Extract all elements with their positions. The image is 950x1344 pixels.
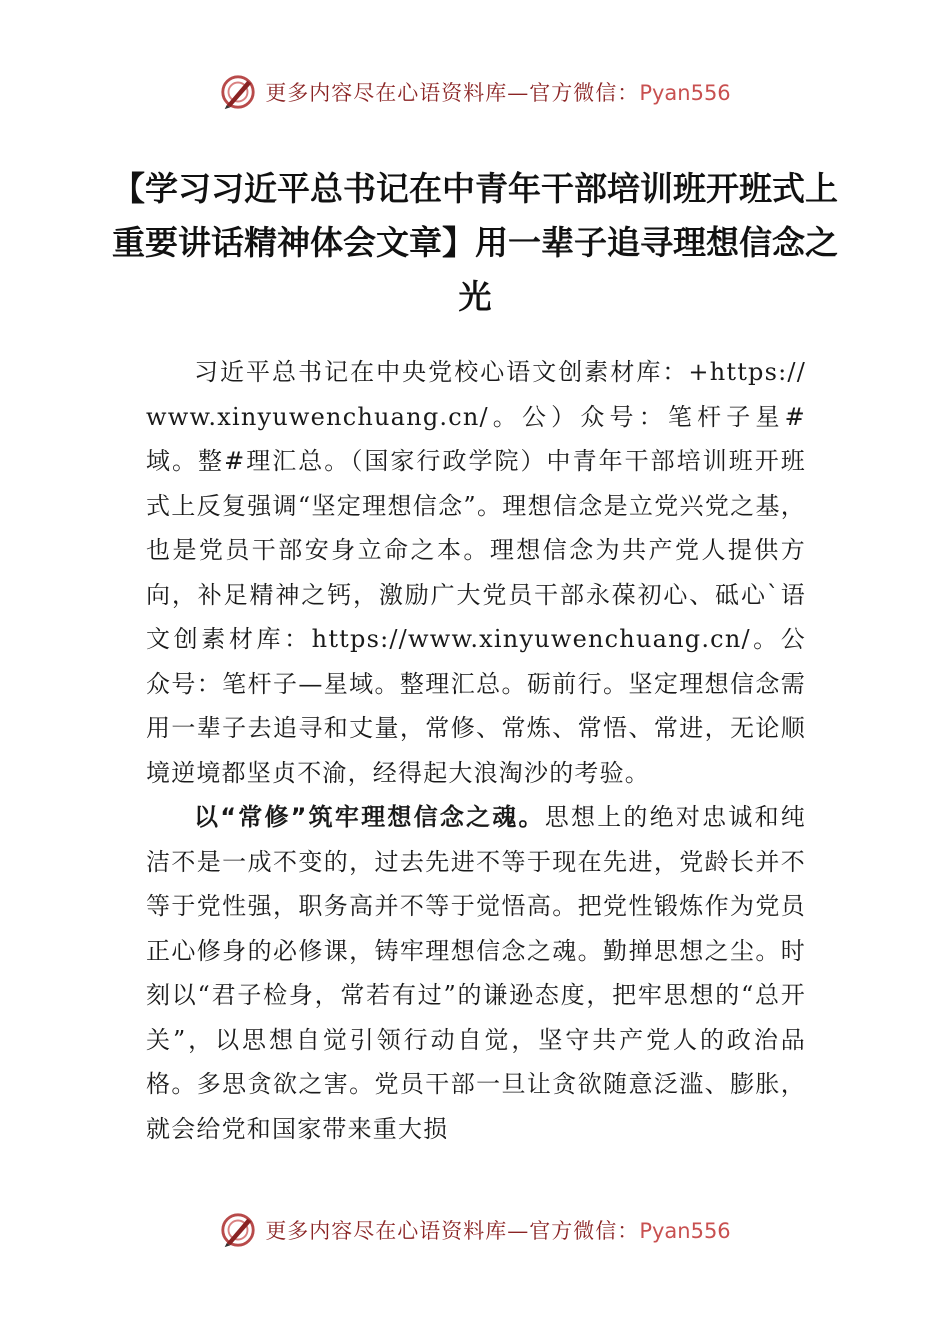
footer-banner-text: 更多内容尽在心语资料库—官方微信：Pyan556 bbox=[265, 1219, 731, 1243]
paragraph bbox=[146, 350, 806, 795]
header-banner bbox=[0, 72, 950, 112]
pen-logo-icon bbox=[219, 73, 257, 111]
pen-logo-icon bbox=[219, 1211, 257, 1249]
page-title: 【学习习近平总书记在中青年干部培训班开班式上重要讲话精神体会文章】用一辈子追寻理想信念之光 bbox=[112, 169, 838, 316]
article-body bbox=[146, 350, 806, 1151]
header-banner-account: Pyan556 bbox=[639, 81, 731, 105]
paragraph-text: 习近平总书记在中央党校心语文创素材库：+https://www.xinyuwenchuang.cn/。公）众号：笔杆子星#域。整#理汇总。（国家行政学院）中青年干部培训班开班式上反复强调“坚定理想信念”。理想信念是立党兴党之基，也是党员干部安身立命之本。理想信念为共产党人提供方向，补足精神之钙，激励广大党员干部永葆初心、砥心`语文创素材库：https://www.xinyuwenchuang.cn/。公众号：笔杆子—星域。整理汇总。砺前行。坚定理想信念需用一辈子去追寻和丈量，常修、常炼、常悟、常进，无论顺境逆境都坚贞不渝，经得起大浪淘沙的考验。 bbox=[146, 358, 806, 787]
paragraph-lead: 以“常修”筑牢理想信念之魂。 bbox=[194, 803, 545, 831]
header-banner-text: 更多内容尽在心语资料库—官方微信：Pyan556 bbox=[265, 81, 731, 105]
footer-banner-account: Pyan556 bbox=[639, 1219, 731, 1243]
footer-banner bbox=[0, 1210, 950, 1250]
paragraph-text: 思想上的绝对忠诚和纯洁不是一成不变的，过去先进不等于现在先进，党龄长并不等于党性强，职务高并不等于觉悟高。把党性锻炼作为党员正心修身的必修课，铸牢理想信念之魂。勤掸思想之尘。时刻以“君子检身，常若有过”的谦逊态度，把牢思想的“总开关”，以思想自觉引领行动自觉，坚守共产党人的政治品格。多思贪欲之害。党员干部一旦让贪欲随意泛滥、膨胀，就会给党和国家带来重大损 bbox=[146, 803, 806, 1143]
paragraph bbox=[146, 795, 806, 1151]
